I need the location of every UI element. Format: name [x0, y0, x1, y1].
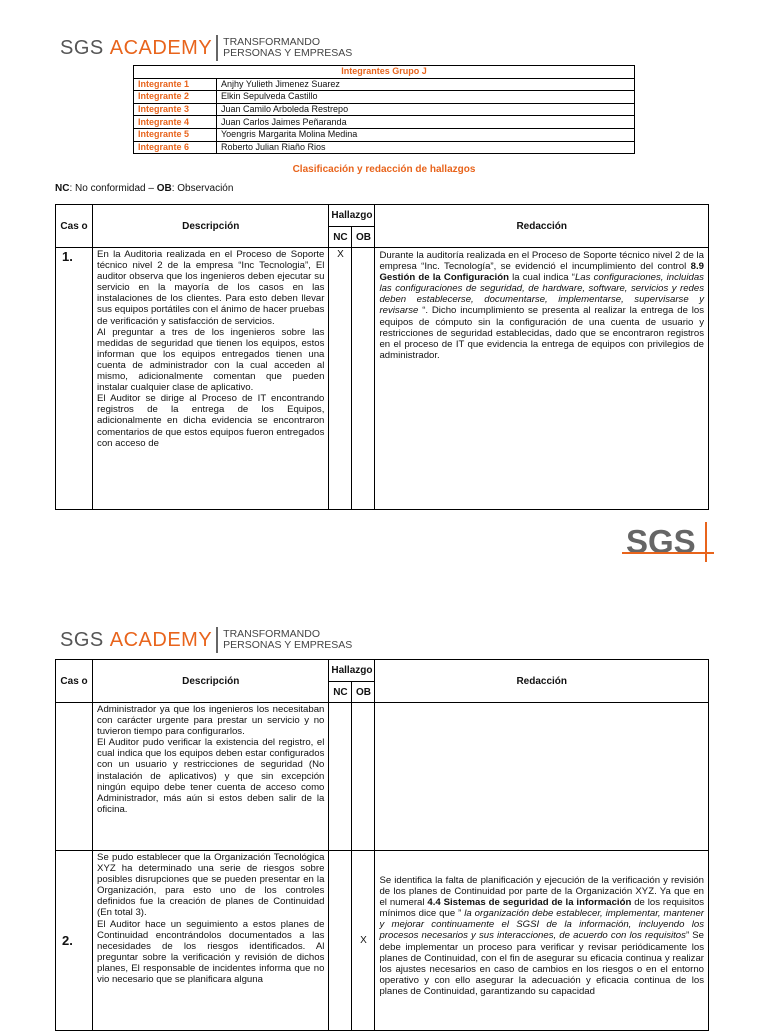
- case-description: [93, 703, 329, 851]
- header-hallazgo: Hallazgo: [329, 660, 375, 682]
- case-number: 1.: [56, 248, 93, 510]
- member-row: [134, 91, 635, 104]
- brand-tagline: [223, 37, 352, 59]
- member-label: Integrante 6: [134, 141, 217, 154]
- description-paragraph: El Auditor se dirige al Proceso de IT encontrando registros de la entrega de los Equipos, adicionalmente en dicha evidencia se encontraron comentarios de que estos equipos fueron entregados con acceso de: [97, 393, 325, 449]
- description-paragraph: En la Auditoria realizada en el Proceso de Soporte técnico nivel 2 de la empresa “Inc Tecnologia”, El auditor observa que los ingenieros deben ejecutar su servicio en la mayoría de los casos en las instalaciones de los clientes. Para esto deben llevar sus equipos portátiles con el ánimo de hacer pruebas de verificación y satisfacción de servicios.: [97, 249, 325, 327]
- member-label: Integrante 5: [134, 128, 217, 141]
- member-row: [134, 116, 635, 129]
- header-nc: NC: [329, 227, 352, 248]
- nc-mark: [329, 851, 352, 1031]
- nc-mark: [329, 703, 352, 851]
- legend-nc: NC: [55, 183, 70, 194]
- legend-nc-text: : No conformidad –: [69, 183, 157, 194]
- member-row: [134, 141, 635, 154]
- member-name: Elkin Sepulveda Castillo: [217, 91, 635, 104]
- member-name: Yoengris Margarita Molina Medina: [217, 128, 635, 141]
- nc-mark: X: [329, 248, 352, 510]
- legend-ob-text: : Observación: [171, 183, 234, 194]
- brand-sgs: SGS: [60, 36, 104, 59]
- member-label: Integrante 3: [134, 103, 217, 116]
- redaccion-quote: la organización debe establecer, implementar, mantener y mejorar continuamente el SGSI de la información, incluyendo los procesos necesarios y sus interacciones, de acuerdo con los requisitos: [379, 908, 704, 942]
- case-redaccion: [375, 851, 709, 1031]
- legend: [55, 183, 233, 194]
- redaccion-control: 8.9 Gestión de la Configuración: [379, 261, 704, 284]
- tagline-line-1: TRANSFORMANDO: [223, 36, 320, 48]
- legend-ob: OB: [156, 183, 172, 194]
- member-name: Anjhy Yulieth Jimenez Suarez: [217, 78, 635, 91]
- header-descripcion: Descripción: [93, 205, 329, 248]
- header-caso: Cas o: [56, 660, 93, 703]
- section-title: Clasificación y redacción de hallazgos: [292, 164, 476, 175]
- brand-tagline: [223, 629, 352, 651]
- case-number: 2.: [56, 851, 93, 1031]
- member-label: Integrante 1: [134, 78, 217, 91]
- redaccion-quote: Las configuraciones, incluidas las configuraciones de seguridad, de hardware, software, servicios y redes deben establecerse, documentarse, implementarse, supervisarse y revisarse: [379, 272, 704, 317]
- findings-table-page-1: [55, 204, 709, 510]
- header-redaccion: Redacción: [375, 660, 709, 703]
- brand-sgs: SGS: [60, 628, 104, 651]
- case-redaccion: [375, 248, 709, 510]
- header-ob: OB: [352, 682, 375, 703]
- redaccion-text: la cual indica “: [508, 272, 575, 284]
- ob-mark: X: [352, 851, 375, 1031]
- tagline-line-2: PERSONAS Y EMPRESAS: [223, 47, 353, 59]
- member-row: [134, 78, 635, 91]
- group-title: Integrantes Grupo J: [134, 66, 635, 79]
- sgs-logo: [622, 522, 714, 562]
- sgs-academy-header-logo: [60, 35, 352, 61]
- header-caso: Cas o: [56, 205, 93, 248]
- member-label: Integrante 2: [134, 91, 217, 104]
- table-row: [56, 703, 709, 851]
- redaccion-text: Durante la auditoría realizada en el Proceso de Soporte técnico nivel 2 de la empresa “Inc. Tecnología”, se evidenció el incumplimiento del control: [379, 250, 704, 273]
- member-name: Juan Camilo Arboleda Restrepo: [217, 103, 635, 116]
- case-description: [93, 248, 329, 510]
- redaccion-text: Se identifica la falta de planificación y ejecución de la verificación y revisión de los planes de Continuidad por parte de la Organización XYZ. Ya que en el numeral: [379, 875, 704, 909]
- case-description: [93, 851, 329, 1031]
- description-paragraph: El Auditor pudo verificar la existencia del registro, el cual indica que los equipos deben estar configurados con un usuario y restricciones de seguridad (No instalación de aplicativos) y que sin excepción ningún equipo debe tener cuenta de acceso como Administrador, más aún si estos deben salir de la oficina.: [97, 737, 325, 815]
- table-row: [56, 248, 709, 510]
- group-members-table: [133, 65, 635, 154]
- redaccion-control: 4.4 Sistemas de seguridad de la información: [427, 897, 632, 909]
- ob-mark: [352, 703, 375, 851]
- header-descripcion: Descripción: [93, 660, 329, 703]
- ob-mark: [352, 248, 375, 510]
- description-paragraph: Al preguntar a tres de los ingenieros sobre las medidas de seguridad que tienen los equipos, estos informan que los equipos entregados tienen una cuenta de administrador con la cual acceden al mismo, adicionalmente comentan que pueden instalar cualquier clase de aplicativo.: [97, 326, 325, 394]
- case-number: [56, 703, 93, 851]
- document-page-2: [0, 600, 768, 1024]
- case-redaccion: [375, 703, 709, 851]
- member-row: [134, 103, 635, 116]
- header-nc: NC: [329, 682, 352, 703]
- member-name: Roberto Julian Riaño Rios: [217, 141, 635, 154]
- sgs-academy-header-logo: [60, 627, 352, 653]
- brand-academy: ACADEMY: [109, 628, 213, 651]
- member-label: Integrante 4: [134, 116, 217, 129]
- brand-divider: [216, 35, 218, 61]
- tagline-line-1: TRANSFORMANDO: [223, 628, 320, 640]
- brand-academy: ACADEMY: [109, 36, 213, 59]
- member-row: [134, 128, 635, 141]
- header-redaccion: Redacción: [375, 205, 709, 248]
- header-hallazgo: Hallazgo: [329, 205, 375, 227]
- brand-divider: [216, 627, 218, 653]
- redaccion-text: “. Dicho incumplimiento se presenta al realizar la entrega de los equipos de cómputo sin la configuración de una cuenta de usuario y restricciones de seguridad establecidas, dado que se encontraron registros en el proceso de IT que evidencia la entrega de equipos con privilegios de administrador.: [379, 305, 704, 361]
- table-row: [56, 851, 709, 1031]
- sgs-logo-text: SGS: [626, 523, 696, 560]
- findings-table-page-2: [55, 659, 709, 1031]
- redaccion-text: de los requisitos mínimos dice que ”: [379, 897, 704, 920]
- description-paragraph: Administrador ya que los ingenieros los necesitaban con carácter urgente para prestar un servicio y no tuvieron tiempo para configurarlos.: [97, 704, 325, 738]
- description-paragraph: Se pudo establecer que la Organización Tecnológica XYZ ha determinado una serie de riesgos sobre posibles disrupciones que se pueden presentar en la Organización, para esto uno de los controles definidos fue la creación de planes de Continuidad (En total 3).: [97, 852, 325, 919]
- description-paragraph: El Auditor hace un seguimiento a estos planes de Continuidad encontrándolos documentados a las necesidades de los riesgos identificados. Al preguntar sobre la verificación y revisión de dichos planes, El responsable de incidentes informa que no vio necesario que se planificara alguna: [97, 918, 325, 986]
- tagline-line-2: PERSONAS Y EMPRESAS: [223, 639, 353, 651]
- redaccion-text: ” Se debe implementar un proceso para verificar y revisar periódicamente los planes de Continuidad, con el fin de asegurar su eficacia continua y realizar los ajustes necesarios en caso de cambios en los riesgos o en el entorno operativo y con ello asegurar la adecuación y eficacia continua de los planes de Continuidad, garantizando su capacidad: [379, 930, 704, 997]
- member-name: Juan Carlos Jaimes Peñaranda: [217, 116, 635, 129]
- header-ob: OB: [352, 227, 375, 248]
